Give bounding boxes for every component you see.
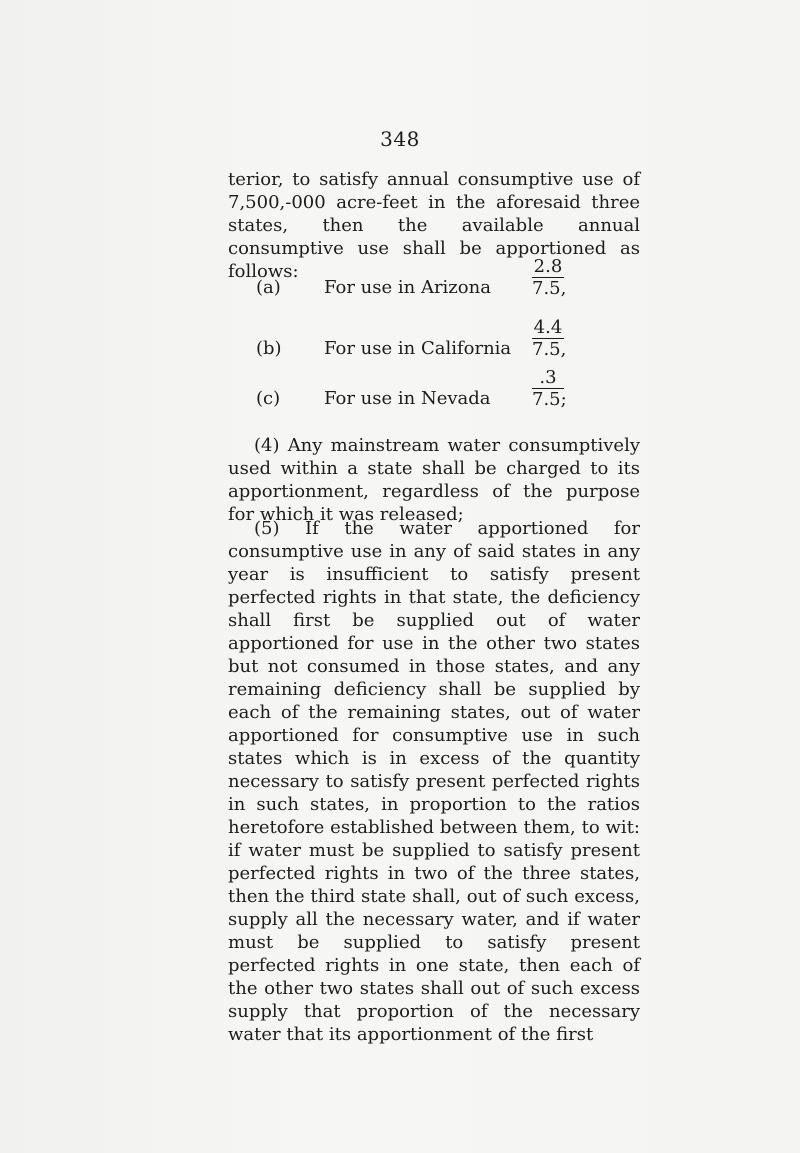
- apportionment-fraction: [532, 368, 576, 411]
- item-label: For use in Arizona: [324, 277, 491, 298]
- fraction-denominator: 7.5,: [532, 278, 567, 299]
- item-label: For use in Nevada: [324, 388, 491, 409]
- fraction-numerator: 2.8: [533, 256, 563, 277]
- fraction-denominator: 7.5;: [532, 389, 567, 410]
- item-marker: (c): [256, 388, 281, 409]
- paragraph-4: [228, 434, 640, 526]
- page-number: 348: [380, 127, 420, 151]
- apportionment-fraction: [532, 257, 576, 300]
- item-label: For use in California: [324, 338, 512, 359]
- item-label-row: [256, 388, 491, 409]
- fraction-numerator: .3: [532, 368, 564, 389]
- fraction-denominator: 7.5,: [532, 339, 567, 360]
- fraction-numerator: 4.4: [533, 317, 563, 338]
- paragraph-5-text: (5) If the water apportioned for consumptive use in any of said states in any year is insufficient to satisfy present perfected rights in that state, the deficiency shall first be supplied out of water apportioned for use in the other two states but not consumed in those states, and any remaining deficiency shall be supplied by each of the remaining states, out of water apportioned for consumptive use in such states which is in excess of the quantity necessary to satisfy present perfected rights in such states, in proportion to the ratios heretofore established between them, to wit: if water must be supplied to satisfy present perfected rights in two of the three states, then the third state shall, out of such excess, supply all the necessary water, and if water must be supplied to satisfy present perfected rights in one state, then each of the other two states shall out of such excess supply that proportion of the necessary water that its apportionment of the first: [228, 518, 640, 1045]
- apportionment-item-california: [256, 318, 636, 370]
- item-label-row: [256, 277, 491, 298]
- item-marker: (a): [256, 277, 281, 298]
- apportionment-fraction: [532, 318, 576, 361]
- item-marker: (b): [256, 338, 282, 359]
- paragraph-5: [228, 517, 640, 1046]
- paragraph-4-text: (4) Any mainstream water consumptively used within a state shall be charged to its apportionment, regardless of the purpose for which it was released;: [228, 435, 640, 525]
- apportionment-item-nevada: [256, 368, 636, 420]
- intro-text: terior, to satisfy annual consumptive use of 7,500,-000 acre-feet in the aforesaid three states, then the available annual consumptive use shall be apportioned as follows:: [228, 169, 640, 282]
- item-label-row: [256, 338, 511, 359]
- apportionment-item-arizona: [256, 257, 636, 309]
